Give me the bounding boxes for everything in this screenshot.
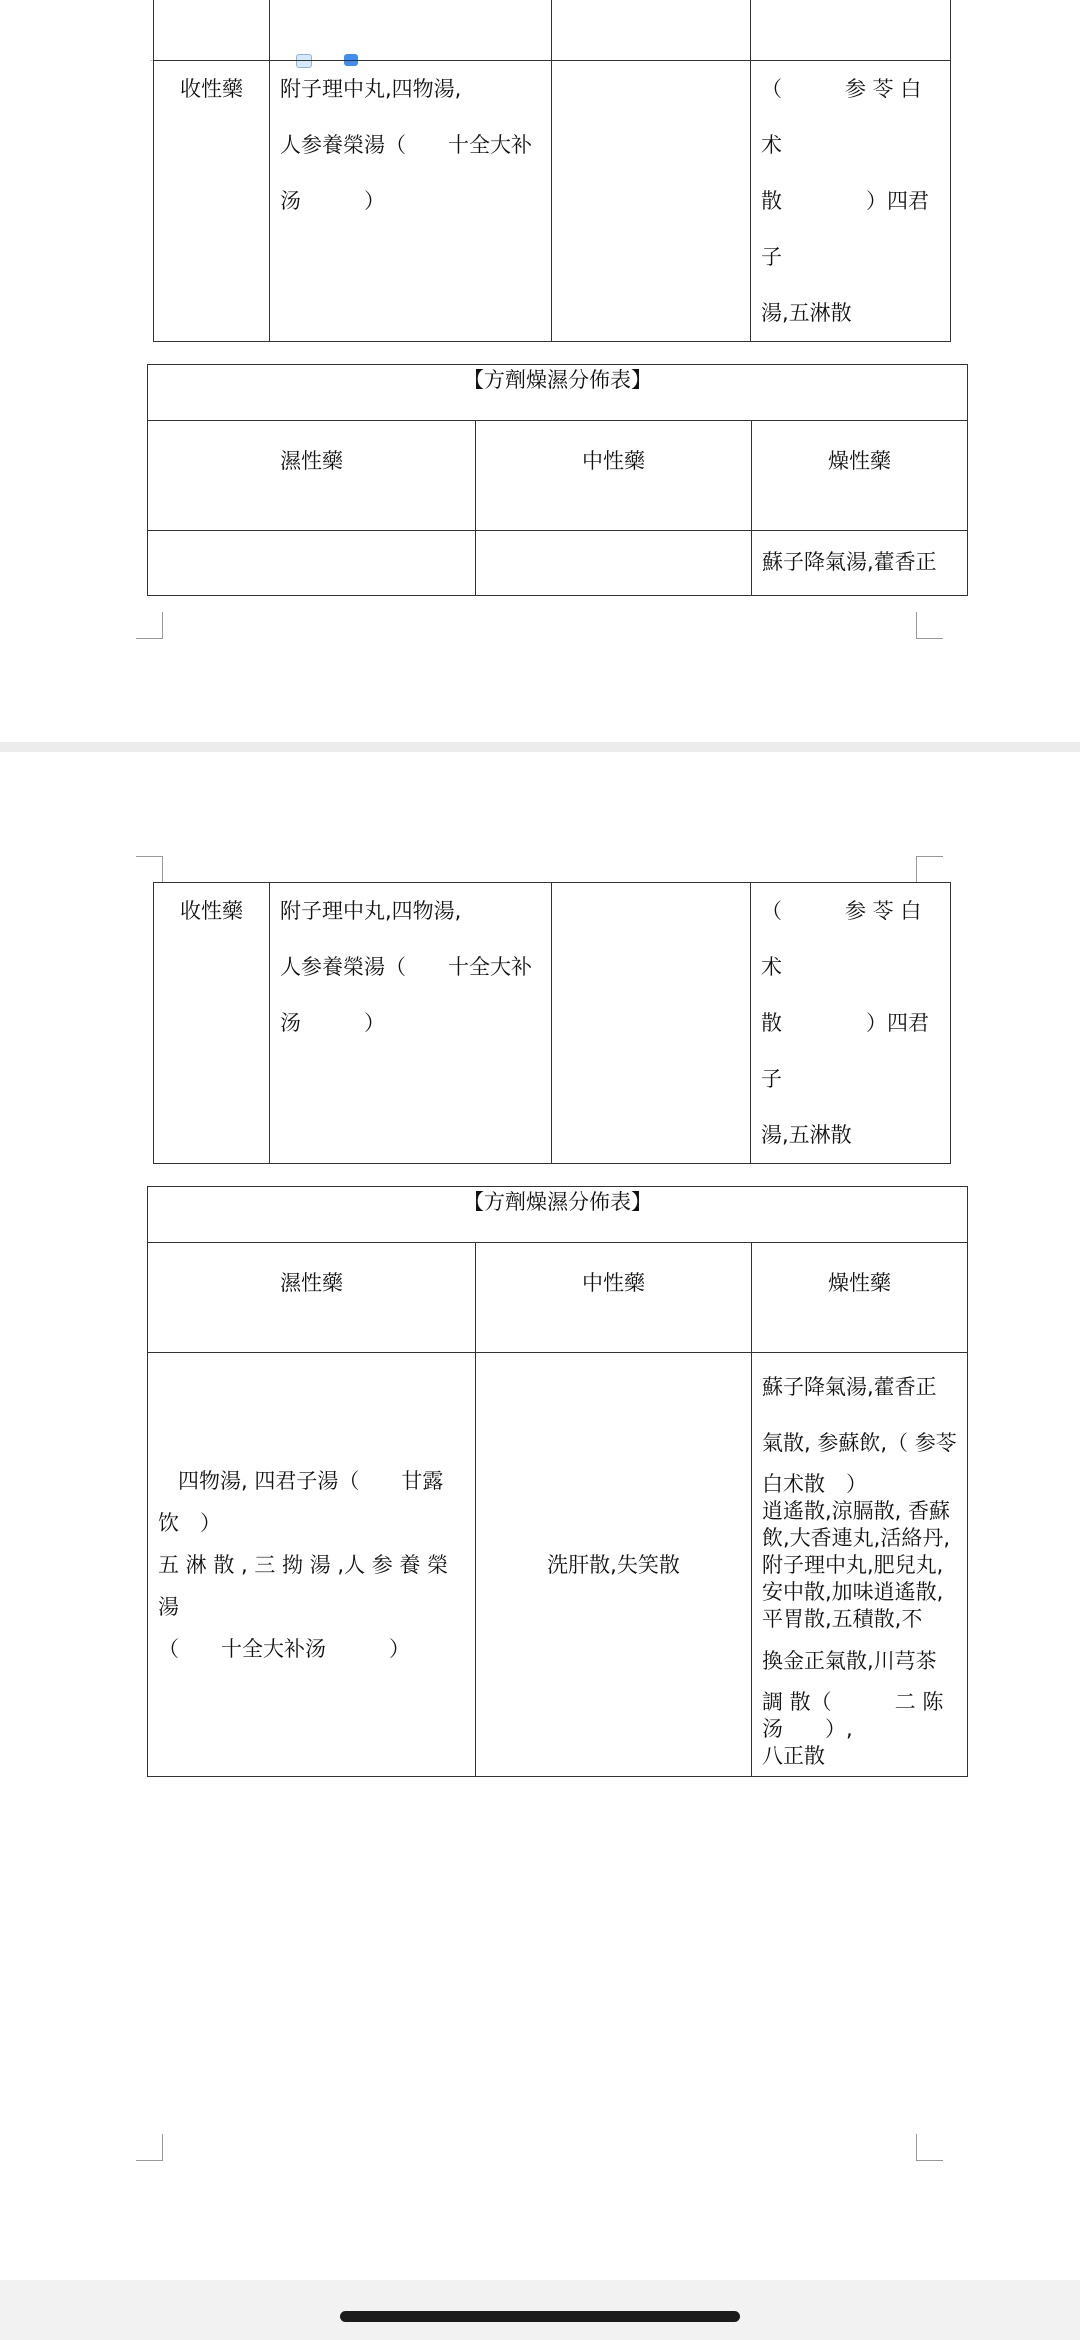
- table-title: 【方劑燥濕分佈表】: [148, 1187, 968, 1243]
- astringent-table-page2: [153, 882, 951, 1164]
- header-dry: 燥性藥: [752, 1243, 968, 1353]
- page-separator: [0, 742, 1080, 752]
- cell-dry: 蘇子降氣湯,藿香正: [752, 531, 968, 596]
- astringent-table-page1: [153, 0, 951, 342]
- margin-mark: [916, 856, 943, 883]
- header-neutral: 中性藥: [476, 1243, 752, 1353]
- cell-neutral-formulas: 洗肝散,失笑散: [476, 1353, 752, 1777]
- bottom-bar: [0, 2280, 1080, 2340]
- cell-wet: [148, 531, 476, 596]
- astringent-col3: （ 参 苓 白 术 散 ）四君子 湯,五淋散: [751, 61, 951, 342]
- margin-mark: [136, 856, 163, 883]
- astringent-col1: 附子理中丸,四物湯, 人参養榮湯（ 十全大补 汤 ）: [270, 61, 552, 342]
- dryness-distribution-table-page2: [147, 1186, 968, 1777]
- document-page-1: [0, 0, 1080, 742]
- cell-neutral: [476, 531, 752, 596]
- table-title: 【方劑燥濕分佈表】: [148, 365, 968, 421]
- header-wet: 濕性藥: [148, 421, 476, 531]
- home-indicator[interactable]: [340, 2311, 740, 2322]
- cell-wet-formulas: 四物湯, 四君子湯（ 甘露 饮 ） 五 淋 散 , 三 拗 湯 ,人 参 養 榮 湯 （ 十全大补汤 ）: [148, 1353, 476, 1777]
- margin-mark: [916, 2134, 943, 2161]
- astringent-col2: [552, 883, 751, 1164]
- astringent-col3: （ 参 苓 白 术 散 ）四君子 湯,五淋散: [751, 883, 951, 1164]
- margin-mark: [136, 612, 163, 639]
- dryness-distribution-table-page1: [147, 364, 968, 596]
- document-page-2: [0, 752, 1080, 2280]
- header-wet: 濕性藥: [148, 1243, 476, 1353]
- margin-mark: [136, 2134, 163, 2161]
- margin-mark: [916, 612, 943, 639]
- header-dry: 燥性藥: [752, 421, 968, 531]
- header-neutral: 中性藥: [476, 421, 752, 531]
- astringent-label: 收性藥: [154, 883, 270, 1164]
- cell-dry-formulas: 蘇子降氣湯,藿香正 氣散, 参蘇飲,（ 参苓 白术散 ） 逍遙散,涼膈散, 香蘇 飲,大香連丸,活絡丹, 附子理中丸,肥兒丸, 安中散,加味逍遙散, 平胃散,五積散,不 換金正氣散,川芎茶 調 散（ 二 陈 汤 ）, 八正散: [752, 1353, 968, 1777]
- astringent-col2: [552, 61, 751, 342]
- astringent-col1: 附子理中丸,四物湯, 人参養榮湯（ 十全大补 汤 ）: [270, 883, 552, 1164]
- astringent-label: 收性藥: [154, 61, 270, 342]
